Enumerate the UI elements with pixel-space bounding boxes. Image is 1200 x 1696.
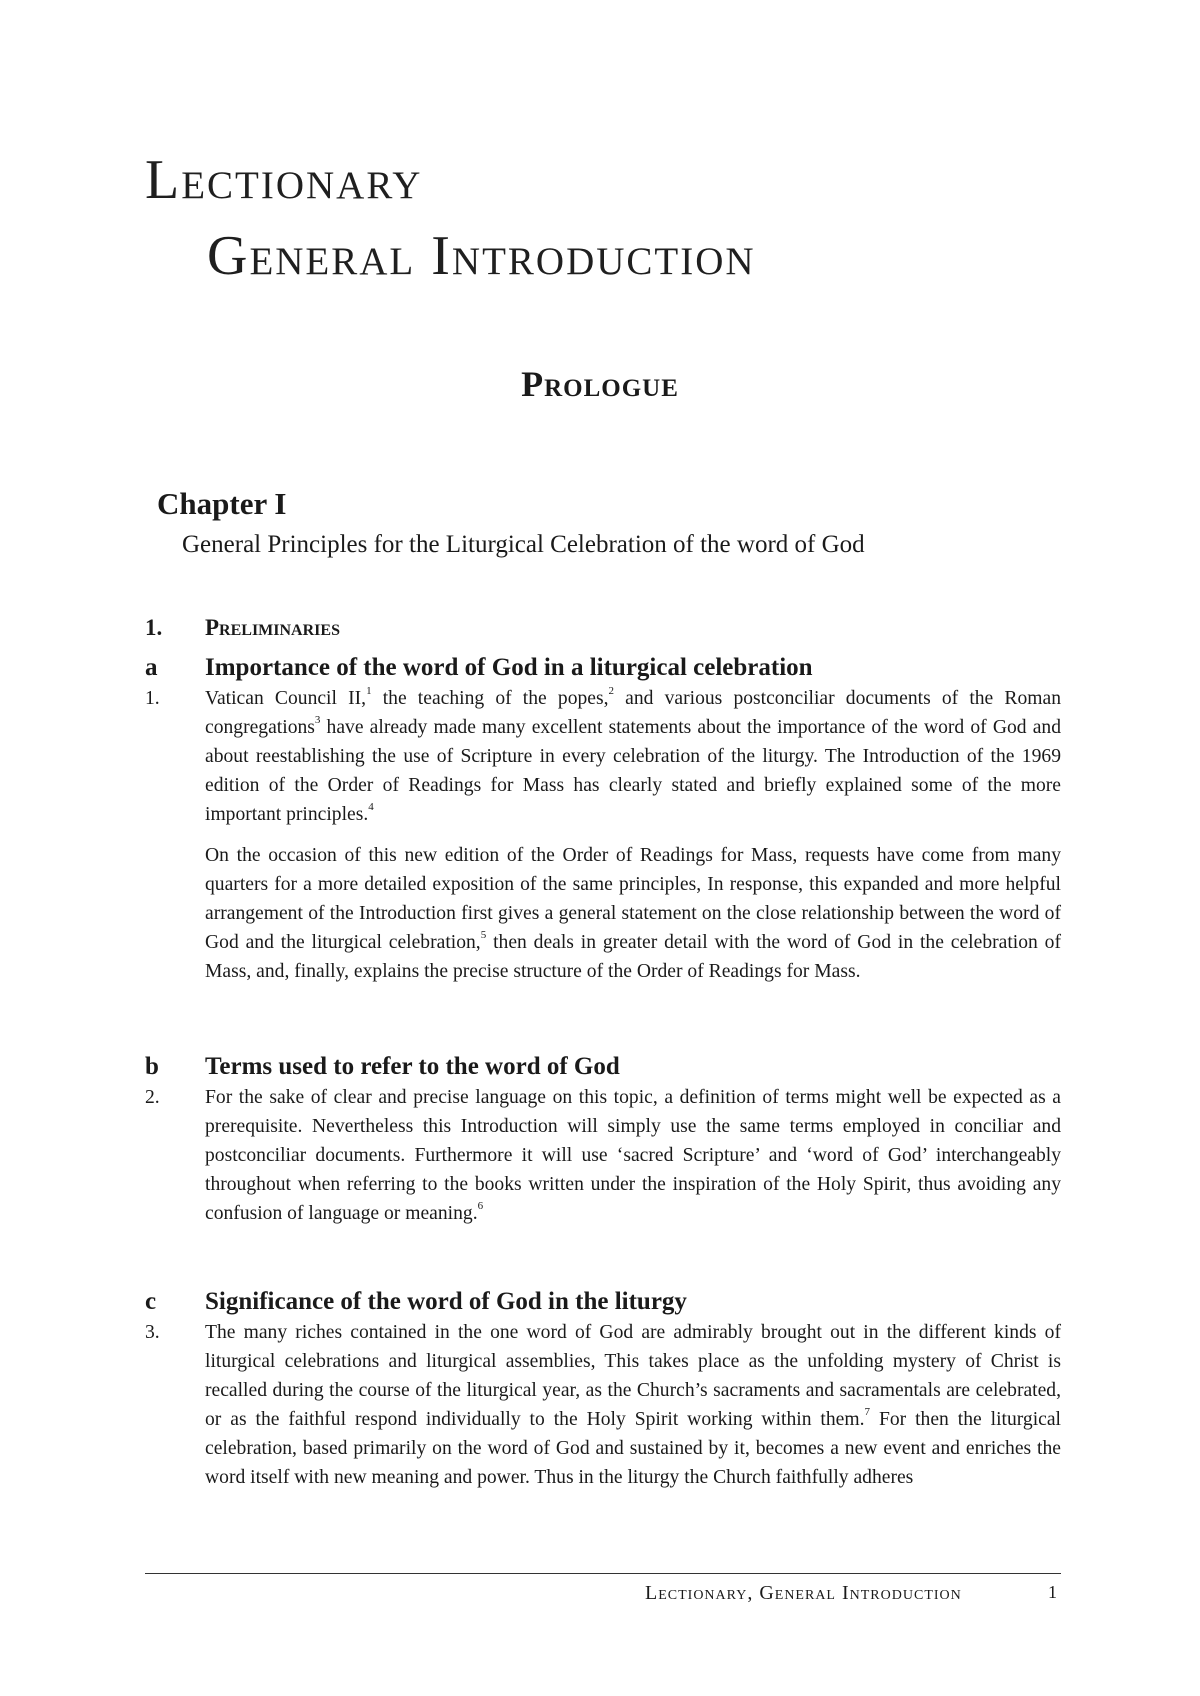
paragraph-number: 3.: [145, 1322, 160, 1343]
subsection-title: Importance of the word of God in a liturgical celebration: [205, 654, 813, 681]
footnote-ref[interactable]: 5: [480, 929, 487, 942]
footnote-ref[interactable]: 2: [608, 685, 615, 698]
paragraph-2: [145, 1083, 1061, 1228]
paragraph-1-part-2: On the occasion of this new edition of the Order of Readings for Mass, requests have come from many quarters for a more detailed exposition of the same principles, In response, this expanded and more helpful arrangement of the Introduction first gives a general statement on the close relationship between the word of God and the liturgical celebration,$^5$ then deals in greater detail with the word of God in the celebration of Mass, and, finally, explains the precise structure of the Order of Readings for Mass.: [205, 845, 1062, 982]
subsection-heading-a: [145, 655, 813, 680]
paragraph-text: For the sake of clear and precise language on this topic, a definition of terms might well be expected as a prerequisite. Nevertheless this Introduction will simply use the same terms employed in conciliar and postconciliar documents. Furthermore it will use ‘sacred Scripture’ and ‘word of God’ interchangeably throughout when referring to the books written under the inspiration of the Holy Spirit, thus avoiding any confusion of language or meaning.$^6$: [205, 1087, 1061, 1224]
subsection-letter: a: [145, 654, 158, 681]
paragraph-text: [205, 684, 1061, 986]
section-heading: [145, 616, 340, 639]
paragraph-3: [145, 1318, 1061, 1492]
paragraph-1: [145, 684, 1061, 986]
paragraph-text: The many riches contained in the one word of God are admirably brought out in the different kinds of liturgical celebrations and liturgical assemblies, This takes place as the unfolding mystery of Christ is recalled during the course of the liturgical year, as the Church’s sacraments and sacramentals are celebrated, or as the faithful respond individually to the Holy Spirit working within them.$^7$ For then the liturgical celebration, based primarily on the word of God and sustained by it, becomes a new event and enriches the word itself with new meaning and power. Thus in the liturgy the Church faithfully adheres: [205, 1322, 1061, 1488]
section-number: 1.: [145, 615, 163, 640]
subsection-heading-b: [145, 1054, 620, 1079]
subsection-letter: c: [145, 1288, 157, 1315]
page-number: 1: [1048, 1582, 1057, 1602]
footnote-ref[interactable]: 1: [366, 685, 372, 698]
chapter-subtitle: General Principles for the Liturgical Celebration of the word of God: [182, 531, 865, 558]
paragraph-number: 2.: [145, 1087, 160, 1108]
chapter-label: Chapter I: [157, 486, 287, 521]
section-label: Preliminaries: [205, 615, 340, 640]
footer-rule: [145, 1573, 1061, 1574]
footnote-ref[interactable]: 6: [477, 1200, 484, 1213]
running-footer: Lectionary, General Introduction: [645, 1582, 962, 1604]
footnote-ref[interactable]: 4: [368, 801, 374, 814]
subsection-letter: b: [145, 1053, 159, 1080]
subsection-title: Terms used to refer to the word of God: [205, 1053, 620, 1080]
footnote-ref[interactable]: 3: [314, 714, 321, 727]
paragraph-number: 1.: [145, 688, 160, 709]
footnote-ref[interactable]: 7: [864, 1406, 871, 1419]
document-title-line-1: Lectionary: [145, 149, 423, 211]
paragraph-1-part-1: Vatican Council II,$^1$ the teaching of the popes,$^2$ and various postconciliar documents of the Roman congregations$^3$ have already made many excellent statements about the importance of the word of God and about reestablishing the use of Scripture in every celebration of the liturgy. The Introduction of the 1969 edition of the Order of Readings for Mass has clearly stated and briefly explained some of the more important principles.$^4$: [205, 685, 1062, 825]
subsection-title: Significance of the word of God in the liturgy: [205, 1288, 687, 1315]
prologue-heading: Prologue: [521, 364, 679, 404]
document-title-line-2: General Introduction: [207, 225, 756, 287]
subsection-heading-c: [145, 1289, 687, 1314]
